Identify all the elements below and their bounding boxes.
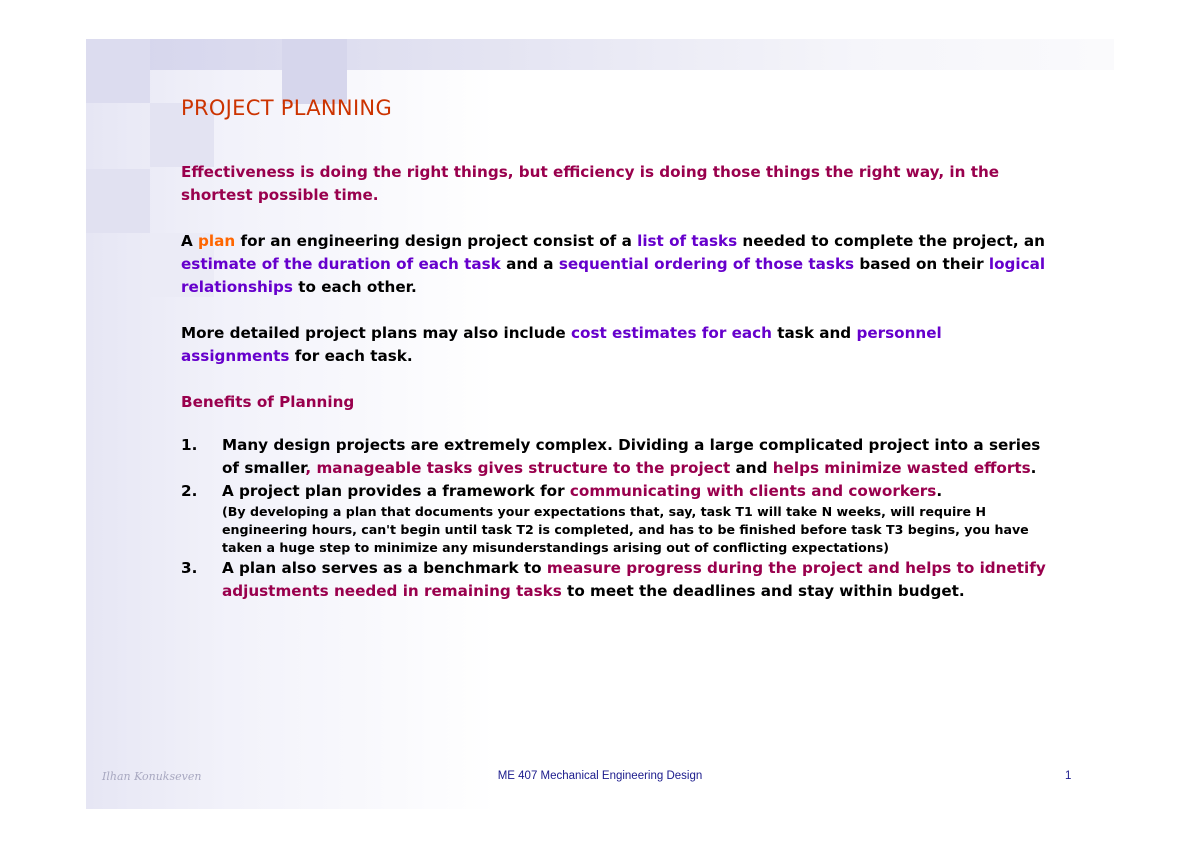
text: and: [730, 459, 773, 477]
list-number: 1.: [181, 436, 198, 454]
highlight-personnel: personnel assignments: [181, 324, 942, 365]
footer-course: ME 407 Mechanical Engineering Design: [497, 770, 703, 782]
text: to each other.: [292, 278, 417, 296]
text: A plan also serves as a benchmark to: [222, 559, 547, 577]
benefits-heading: Benefits of Planning: [181, 393, 355, 411]
text: A: [181, 232, 199, 250]
list-text: [222, 480, 1051, 557]
list-item: [181, 434, 1051, 480]
highlight: helps minimize wasted efforts: [772, 459, 1031, 477]
list-text: [222, 557, 1051, 603]
slide-body: [181, 161, 1051, 603]
author-signature: Ilhan Konukseven: [102, 770, 202, 783]
text: for each task.: [289, 347, 413, 365]
page-number: 1: [1065, 770, 1072, 782]
decor-square: [86, 39, 150, 103]
list-item: [181, 557, 1051, 603]
text: for an engineering design project consist of a: [235, 232, 638, 250]
list-item: [181, 480, 1051, 557]
highlight-list-of-tasks: list of tasks: [637, 232, 738, 250]
list-number: 3.: [181, 559, 198, 577]
text: needed to complete the project, an: [737, 232, 1045, 250]
highlight-cost: cost estimates for each: [571, 324, 772, 342]
highlight-estimate: estimate of the duration of each task: [181, 255, 501, 273]
benefits-list: [181, 434, 1051, 603]
text: based on their: [854, 255, 989, 273]
text: A project plan provides a framework for: [222, 482, 570, 500]
page-title: PROJECT PLANNING: [181, 96, 393, 120]
text: to meet the deadlines and stay within budget.: [561, 582, 965, 600]
highlight: measure progress during the project and helps to idnetify adjustments needed in remaining tasks: [222, 559, 1046, 600]
list-text: [222, 434, 1051, 480]
decor-square: [86, 169, 150, 233]
text: .: [936, 482, 943, 500]
slide: [86, 39, 1114, 809]
text: More detailed project plans may also include: [181, 324, 572, 342]
highlight-sequential: sequential ordering of those tasks: [558, 255, 855, 273]
text: Many design projects are extremely complex. Dividing a large complicated project into a series of smaller: [222, 436, 1041, 477]
text: .: [1030, 459, 1037, 477]
plan-paragraph: [181, 230, 1051, 299]
highlight-logical: logical relationships: [181, 255, 1046, 296]
list-number: 2.: [181, 482, 198, 500]
highlight: communicating with clients and coworkers: [569, 482, 937, 500]
intro-text: Effectiveness is doing the right things, but efficiency is doing those things the right way, in the shortest possible time.: [181, 163, 1000, 204]
header-band: [86, 39, 1114, 70]
detail-paragraph: [181, 322, 1051, 368]
highlight: , manageable tasks gives structure to the project: [305, 459, 731, 477]
list-note: (By developing a plan that documents your expectations that, say, task T1 will take N weeks, will require H engineering hours, can't begin until task T2 is completed, and has to be finished before task T3 begins, you have taken a huge step to minimize any misunderstandings arising out of conflicting expectations): [222, 504, 1029, 555]
decor-square: [282, 39, 347, 104]
text: task and: [772, 324, 857, 342]
text: and a: [500, 255, 559, 273]
highlight-plan: plan: [198, 232, 236, 250]
